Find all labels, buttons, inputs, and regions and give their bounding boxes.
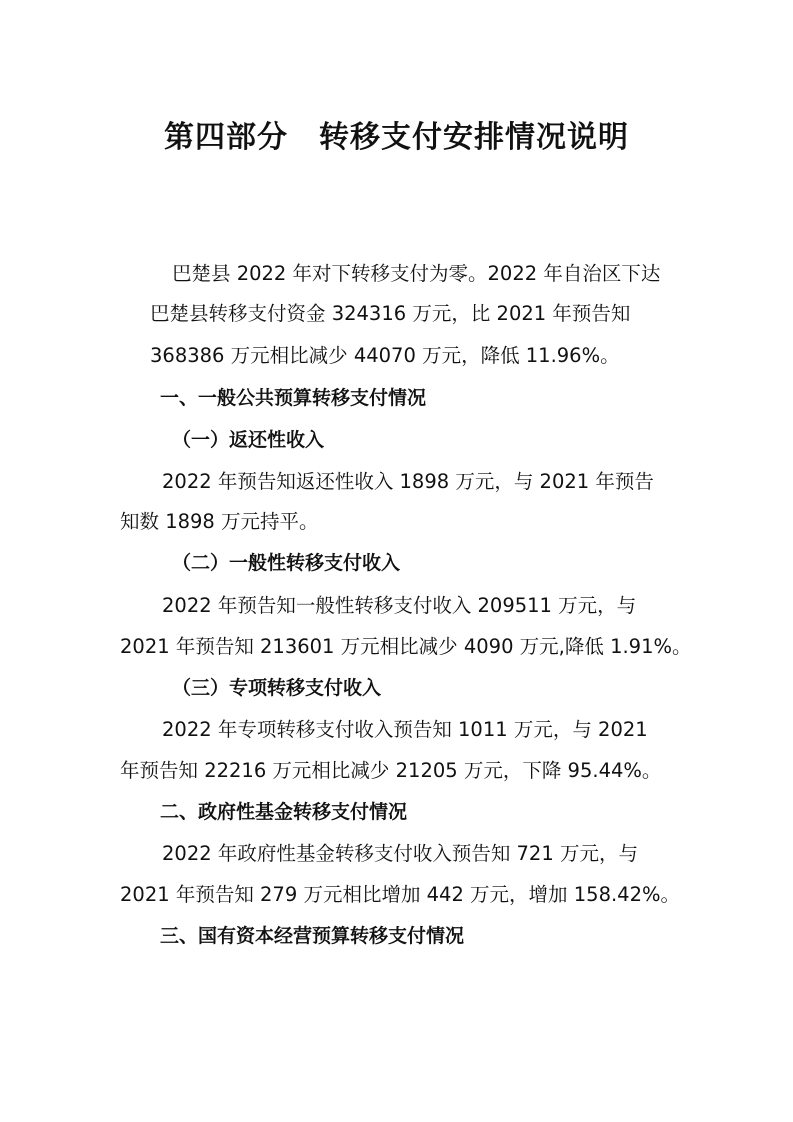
paragraph-line: 年预告知 22216 万元相比减少 21205 万元，下降 95.44%。 bbox=[120, 759, 662, 782]
section-heading-state-capital: 三、国有资本经营预算转移支付情况 bbox=[160, 925, 465, 947]
intro-line-3: 368386 万元相比减少 44070 万元，降低 11.96%。 bbox=[150, 344, 620, 367]
intro-line-1: 巴楚县 2022 年对下转移支付为零。2022 年自治区下达 bbox=[172, 262, 661, 285]
subsection-heading-general-transfer: （二）一般性转移支付收入 bbox=[172, 552, 401, 574]
page-title: 第四部分 转移支付安排情况说明 bbox=[164, 120, 629, 155]
paragraph-line: 2022 年政府性基金转移支付收入预告知 721 万元，与 bbox=[162, 842, 638, 865]
paragraph-line: 知数 1898 万元持平。 bbox=[120, 510, 319, 533]
subsection-heading-special-transfer: （三）专项转移支付收入 bbox=[172, 677, 382, 699]
section-heading-general-budget: 一、一般公共预算转移支付情况 bbox=[160, 387, 427, 409]
subsection-heading-return-revenue: （一）返还性收入 bbox=[172, 429, 325, 451]
section-heading-government-fund: 二、政府性基金转移支付情况 bbox=[160, 801, 408, 823]
paragraph-line: 2021 年预告知 279 万元相比增加 442 万元，增加 158.42%。 bbox=[120, 883, 681, 906]
intro-line-2: 巴楚县转移支付资金 324316 万元，比 2021 年预告知 bbox=[150, 302, 631, 325]
paragraph-line: 2022 年预告知一般性转移支付收入 209511 万元，与 bbox=[162, 594, 637, 617]
paragraph-line: 2022 年专项转移支付收入预告知 1011 万元，与 2021 bbox=[162, 718, 648, 741]
paragraph-line: 2022 年预告知返还性收入 1898 万元，与 2021 年预告 bbox=[162, 470, 654, 493]
paragraph-line: 2021 年预告知 213601 万元相比减少 4090 万元,降低 1.91%。 bbox=[120, 635, 692, 658]
